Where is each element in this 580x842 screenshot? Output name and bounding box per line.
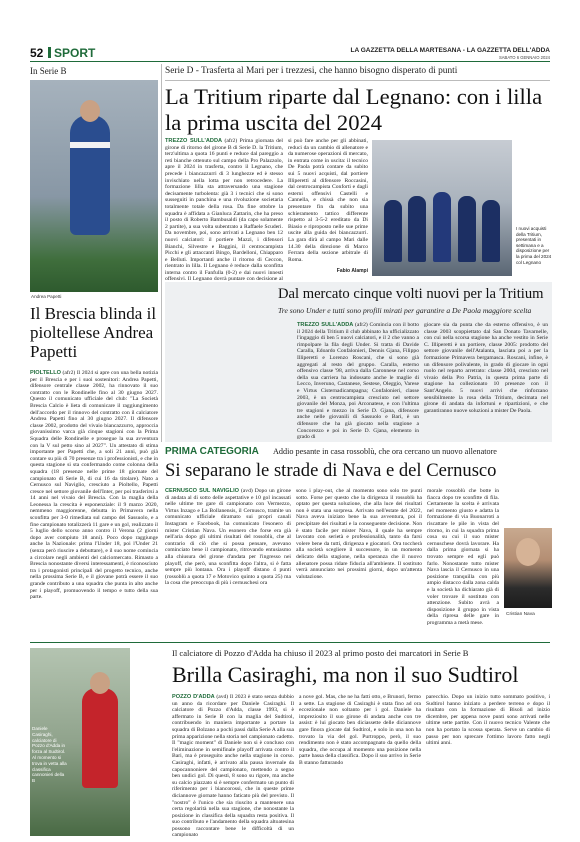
mercato-subhead: Tre sono Under e tutti sono profili mirati per garantire a De Paola maggiore scelta [278, 306, 532, 315]
mercato-box [165, 282, 552, 442]
mercato-body-col1 [297, 322, 419, 441]
casiraghi-photo-caption: Daniele Casiraghi, calciatore di Pozzo d'Adda in forza al Sudtirol. Al momento si trova in vetta alla classifica cannonieri della B [32, 726, 67, 784]
casiraghi-top-rule [30, 642, 550, 643]
casiraghi-text-continued: a nove gol. Mas, che ne ha fatti otto, e Brunori, fermo a sette. La stagione di Casiraghi è stata fino ad ora eccezionale non soltanto per i gol. Daniele ha impreziosito il suo girone di andata anche con tre assist: è lui giocato ben diciassette delle diciannove gare finora giocate dal Sudtirol, e solo in una non ha trovato la via del gol. Purtroppo, però, il suo rendimento non è stato accompagnato da quello della squadra, che occupa al momento una posizione nella parte bassa della classifica. Dopo il suo arrivo in Serie B stanno fatturando [299, 694, 421, 766]
nava-date-tag: (avd) [240, 488, 253, 494]
header-rule [30, 61, 550, 62]
mercato-text: Comincia con il botto il 2024 della Tritium il club abbinato ha ufficializzato l'ingaggio di ben 5 nuovi calciatori, e il 2 che vanno a rimpolpare la fila degli Under. Si tratta di Davide Caralla, Edoardo Confalonieri, Dennis Gjana, Filippo Illiperetti e Lorenzo Roscani, che si sono già aggregati al resto del gruppo. Caralla, esterno offensivo classe '98, arriva dalla Caronnese nel corso della sua carriera ha indossato anche le maglie di Lecco, Inveruno, Castanese, Sestese, Oleggio, Varese e Virtus Cisternadicampagna; Confalonieri, classe 2003, è un centrocampista cresciuto nel settore giovanile del Monza, poi Arconatese, e con l'ultima tre stagioni e mezzo in Serie D. Gjana, difensore anche nelle giovanili di Sassuolo e Bari, è un difensore che ha già giocato nella stagione a Concorezzo e poi in Serie D. Gjana, elemento in grado di [297, 322, 419, 441]
tritium-photo-caption: I nuovi acquisti della Tritium, presentati in settimana e a disposizione per la prima del 2024 col Legnano [516, 226, 552, 265]
mercato-body-col2 [424, 322, 548, 436]
mercato-lead: TREZZO SULL'ADDA [297, 322, 354, 328]
papetti-photo [30, 80, 158, 292]
player-head [80, 100, 100, 122]
player-stripe [70, 142, 110, 148]
team-player-5 [482, 200, 500, 262]
mercato-text-continued: giocare sia da punta che da esterno offensivo, è un classe 2003 scoppiettato dal San Donato Tavarnelle, con cui nella scorsa stagione ha anche vestito in Serie C. Illiperetti è un portiere, classe 2005: prodotto del settore giovanile dell'Atalanta, lasciata poi a per la formazione Primavera bergamasca. Roscani, infine, è un difensore polivalente, in grado di giocare in ogni ruolo nel reparto arretrato: classe 2004, cresciuto nel vivaio della Pro Patria, in questa prima parte di stagione ha collezionato 10 presenze con il Sant'Angelo. 5 nuovi arrivi che rinforzano sensibilmente la rosa della Tritium, decimata nel girone di andata da infortuni e ripartizioni, e che garantiranno nuove soluzioni a mister De Paola. [424, 322, 548, 414]
left-column-divider [161, 64, 162, 442]
casiraghi-head [90, 672, 110, 694]
nava-photo [504, 528, 552, 608]
papetti-headline: Il Brescia blinda il pioltellese Andrea Papetti [30, 304, 157, 361]
nava-text-continued: sono i play-out, che al momento sono solo tre punti sotto. Forse per questo che la dirigenza il rossoblù ha optato per questa soluzione, che alla luce dei risultati non è stata una sorpresa. Arrivato nell'estate del 2022, Nava aveva iniziato bene la sua avventura, poi il precipitare dei risultati e la conseguente decisione. Non è stato facile per mister Nava, il quale ha sempre lavorato con serietà e professionalità, tanto da farsi volere bene da tutti, dirigenza e giocatori. Ora toccherà alla società scegliere il successore, in un momento delicato della stagione, nella speranza che il nuovo allenatore possa ridare fiducia all'ambiente. Il sostituto verrà annunciato nei prossimi giorni, dopo un'attenta valutazione. [296, 488, 422, 580]
casiraghi-body [82, 688, 118, 788]
tritium-date-tag: (afr2) [224, 138, 238, 144]
publication-name: LA GAZZETTA DELLA MARTESANA - LA GAZZETTA DELL'ADDA [350, 47, 550, 54]
team-player-1 [384, 200, 402, 262]
nava-category-label: PRIMA CATEGORIA [165, 446, 259, 457]
nava-body-col1 [165, 488, 291, 638]
tritium-team-photo [372, 140, 512, 276]
nava-text-continued-2: morale rossoblù che botte in fiacca dopo tre sconfitte di fila. Certamente la scelta è arrivata nel momento giusto e adatta la formazione di via Buonarroti a riscattare le pile in vista del ritorno, in cui la squadra prima cosa su cui il suo mister cernuschese dovrà lavorare. Ha dalla prima giornata si ha trovato sempre ed egli può farlo. Nonostante tutto mister Nava lascia il Cernusco in una posizione tranquilla con più ampio distacco dalla zona calda e la società ha dichiarato già di voler trovare il sostituto con attenzione. Subito avrà a disposizione il gruppo in vista della ripresa delle gare in programma a metà mese. [427, 488, 499, 626]
team-player-4 [458, 196, 476, 262]
nava-text: Dopo un girone di andata al di sotto delle aspettative e 10 gol incassati nelle ultime tre gare di campionato con Vermezzo, Virtus Inzago e La Bollanensis, il Cernusco, tramite un comunicato ufficiale diramato sui propri canali Instagram e Facebook, ha comunicato l'esonero di mister Cristian Nava. Un esonero che forse era già nell'aria dopo gli ultimi risultati del rossoblù, che al contrario di ciò che si possa pensare, avevano cominciato bene il campionato, ritrovando entusiasmo alla chiusura del girone d'andata per l'ingresso nei playoff, che però, una sconfitta dopo l'altra, si è fatta sempre più lontana. Ora i playoff distano 4 punti (rossoblù a quota 17 e Motovico quinto a quota 25) ma la cosa che preoccupa di più i cernuschesi ora [165, 488, 291, 587]
tritium-kicker: Serie D - Trasferta al Mari per i trezzesi, che hanno bisogno disperato di punti [165, 66, 458, 76]
tritium-body-col2 [288, 138, 368, 263]
casiraghi-body-col1 [172, 694, 294, 839]
nava-kicker: Addio pesante in casa rossoblù, che ora cercano un nuovo allenatore [273, 447, 497, 456]
nava-lead: CERNUSCO SUL NAVIGLIO [165, 488, 239, 494]
section-bar [48, 47, 51, 58]
tritium-text: Prima giornata del girone di ritorno del girone B di Serie D. la Tritium, terz'ultima a quota 16 punti e reduce dal pareggio a reti bianche ottenuto sul campo della Pro Palazzolo, apre il 2024 in trasferta, contro il Legnano, che precede i biancazzurri di 3 lunghezze ed è stesso invischiato nella lotta per non retrocedere. La formazione lilla sta attraversando una stagione decisamente turbolenta: già 3 i tecnici che si sono susseguiti in panchina e una rivoluzione societaria totalmente totale della rosa. Da fine ottobre la squadra è affidata a Gianluca Zattarin, che ha preso il posto di Roberto Bambusaldi (da capo solamente 2 partite), a sua volta subentrato a Raffaele Scuderi. Da novembre, poi, sono arrivati a Legnano ben 12 nuovi calciatori: il portiere Mazzi, i difensori Bianchi, Silvestre e Baggini, il centrocampista Picchi e gli attaccanti Bingo, Bardelloni, Chiapparo e Belluti. Importanti anche il ritorno di Ceccon, rientrato in lilla. Il Legnano è reduce dalla sconfitta interna contro il Fanfulla (0-2) e dai nuovi innesti offensivi. Il Legnano dovrà puntare con decisione al [165, 138, 283, 283]
tritium-text-continued: si può fare anche per gli abbinati, reduci da un cambio di allenatore e da numerose operazioni di mercato, in entrata come in uscita: il tecnico De Paola potrà contare da subito sui 5 nuovi acquisti, dal portiere Illiperetti al difensore Roccasini, dal centrocampista Conforti e dagli esterni offensivi Castelli e Cannella, e chissà che non sia presentare fin da subito una schieramento tattico differente rispetto al 3-5-2 ereditato da Di Biasio e riproposto nelle sue prime uscite alla guida dei biancazzurri. La gara dirà al campo Mari dalle 14.30 della direzione di Marco Ferrara della sezione arbitrale di Roma. [288, 138, 368, 263]
mercato-date-tag: (afr2) [355, 322, 368, 328]
casiraghi-text-continued-2: parecchio. Dopo un inizio tutto sommato positivo, i Sudtirol hanno iniziato a perdere terreno e dopo il risultato con la formazione di Bisoli ad inizio dicembre, per appena nove punti sono arrivati nelle ultime sette partite. Con il nuovo tecnico Valente che non ha portato la scossa sperata. Serve un cambio di passo per non sprecare l'ottimo lavoro fatto negli ultimi anni. [426, 694, 550, 747]
nava-headline: Si separano le strade di Nava e del Cernusco [165, 460, 497, 481]
publication-date: SABATO 6 GENNAIO 2024 [498, 55, 550, 60]
tritium-kicker-rule [165, 80, 550, 81]
papetti-text: Il 2024 si apre con una bella notizia per il Brescia e per i suoi sostenitori: Andrea Papetti, difensore centrale classe 2002, ha rinnovato il suo contratto con le Rondinelle fino al 30 giugno 2027. Questo il comunicato ufficiale del club: "La Società Brescia Calcio è lieta di comunicare il raggiungimento dell'accordo per il rinnovo del contratto con il calciatore Andrea Papetti fino al 30 giugno 2027. Il difensore classe 2002, prodotto del vivaio biancazzurro, approccia giovanissimo varca già cinque stagioni con la Prima Squadra delle Rondinelle e prosegue la sua avventura con la V sul petto sino al 2027". Un attestato di stima importante per Papetti che, a soli 21 anni, può già contare su più di 70 presenze tra i professionisti, e che in questa stagione si sta confermando come colonna della squadra (18 presenze nelle prime 18 giornate del campionato di Serie B, di cui 16 da titolare). Nato a Cernusco sul Naviglio, cresciuto a Pioltello, Papetti cresce nel settore giovanile dell'Inter, per poi trasferirsi a 14 anni nel vivaio del Brescia. Con la maglia della Leonessa la crescita è esponenziale: il 9 marzo 2020, nemmeno maggiorenne, debutta in Primavera nella sconfitta per 3-0 rimediata sul campo del Sassuolo, e a fine campionato totalizzerà 11 gare e un gol, realizzato il 5 luglio dello scorso anno contro il Verona (2 giorni dopo aver compiuto 18 anni). Poco dopo raggiunge anche la Nazionale: prima l'Under 18, poi l'Under 21 (senza però riuscire a debuttare), e il suo nome comincia a circolare negli ambienti del calciomercato. Rimasto a Brescia nonostante diversi interessamenti, è riconosciuto tra i protagonisti principali del progetto tecnico, anche nella prossima Serie B, e il giovane potrà essere il suo grande contributo a una squadra che punta in alto anche per i playoff, promuovendo il tempo e tutto della sua parte. [30, 370, 158, 601]
casiraghi-lead: POZZO D'ADDA [172, 694, 215, 700]
papetti-photo-caption: Andrea Papetti [31, 294, 62, 299]
left-kicker: In Serie B [30, 66, 67, 76]
tritium-author: Fabio Alampi [336, 268, 368, 274]
section-label: SPORT [54, 46, 96, 60]
papetti-lead: PIOLTELLO [30, 370, 61, 376]
mercato-headline: Dal mercato cinque volti nuovi per la Tritium [278, 286, 544, 302]
casiraghi-date-tag: (avd) [216, 694, 229, 700]
casiraghi-body-col2 [299, 694, 421, 836]
casiraghi-headline: Brilla Casiraghi, ma non il suo Sudtirol [172, 662, 519, 687]
nava-kicker-row [165, 446, 550, 460]
nava-photo-caption: Cristian Nava [506, 612, 535, 617]
page-number: 52 [30, 46, 44, 60]
team-player-3 [433, 192, 451, 262]
player-body [70, 115, 110, 235]
casiraghi-text: Il 2023 è stato senza dubbio un anno da ricordare per Daniele Casiraghi. Il calciatore di Pozzo d'Adda, classe 1993, si è affermato in Serie B con la maglia del Sudtirol, contribuendo in maniera importante a portare la squadra di Bolzano a pochi passi dalla Serie A alla sua prima apparizione nella storia nel campionato cadetto. Il "magic moment" di Daniele non si è concluso con l'eliminazione in semifinale playoff arrivata contro il Bari, ma è proseguito anche nella stagione in corso. Casiraghi, infatti, è arrivato alla pausa invernale da capocannoniere del campionato, mettendo a segno ben undici gol. Di questi, 8 sono su rigore, ma anche su calcio piazzato si è sempre confermato un punto di riferimento per i biancorossi, che in queste prime diciannove giornate hanno faticato più del previsto. Il "nostro" è l'unico che sia riuscito a mantenere una certa regolarità nella sua stagione, che nonostante la posizione in classifica della squadra resta positiva. Il suo contributo e l'andamento della squadra altoatesina possono raccontare bene le difficoltà di un campionato [172, 694, 294, 839]
tritium-headline: La Tritium riparte dal Legnano: con i lilla la prima uscita del 2024 [165, 84, 543, 135]
tritium-lead: TREZZO SULL'ADDA [165, 138, 223, 144]
casiraghi-kicker: Il calciatore di Pozzo d'Adda ha chiuso il 2023 al primo posto dei marcatori in Serie B [172, 648, 469, 658]
casiraghi-body-col3 [426, 694, 550, 836]
page-header [30, 46, 550, 60]
nava-body-col3 [427, 488, 499, 638]
team-player-2 [408, 196, 426, 262]
papetti-date-tag: (afr2) [62, 370, 76, 376]
nava-face [516, 538, 540, 566]
nava-body-col2 [296, 488, 422, 638]
